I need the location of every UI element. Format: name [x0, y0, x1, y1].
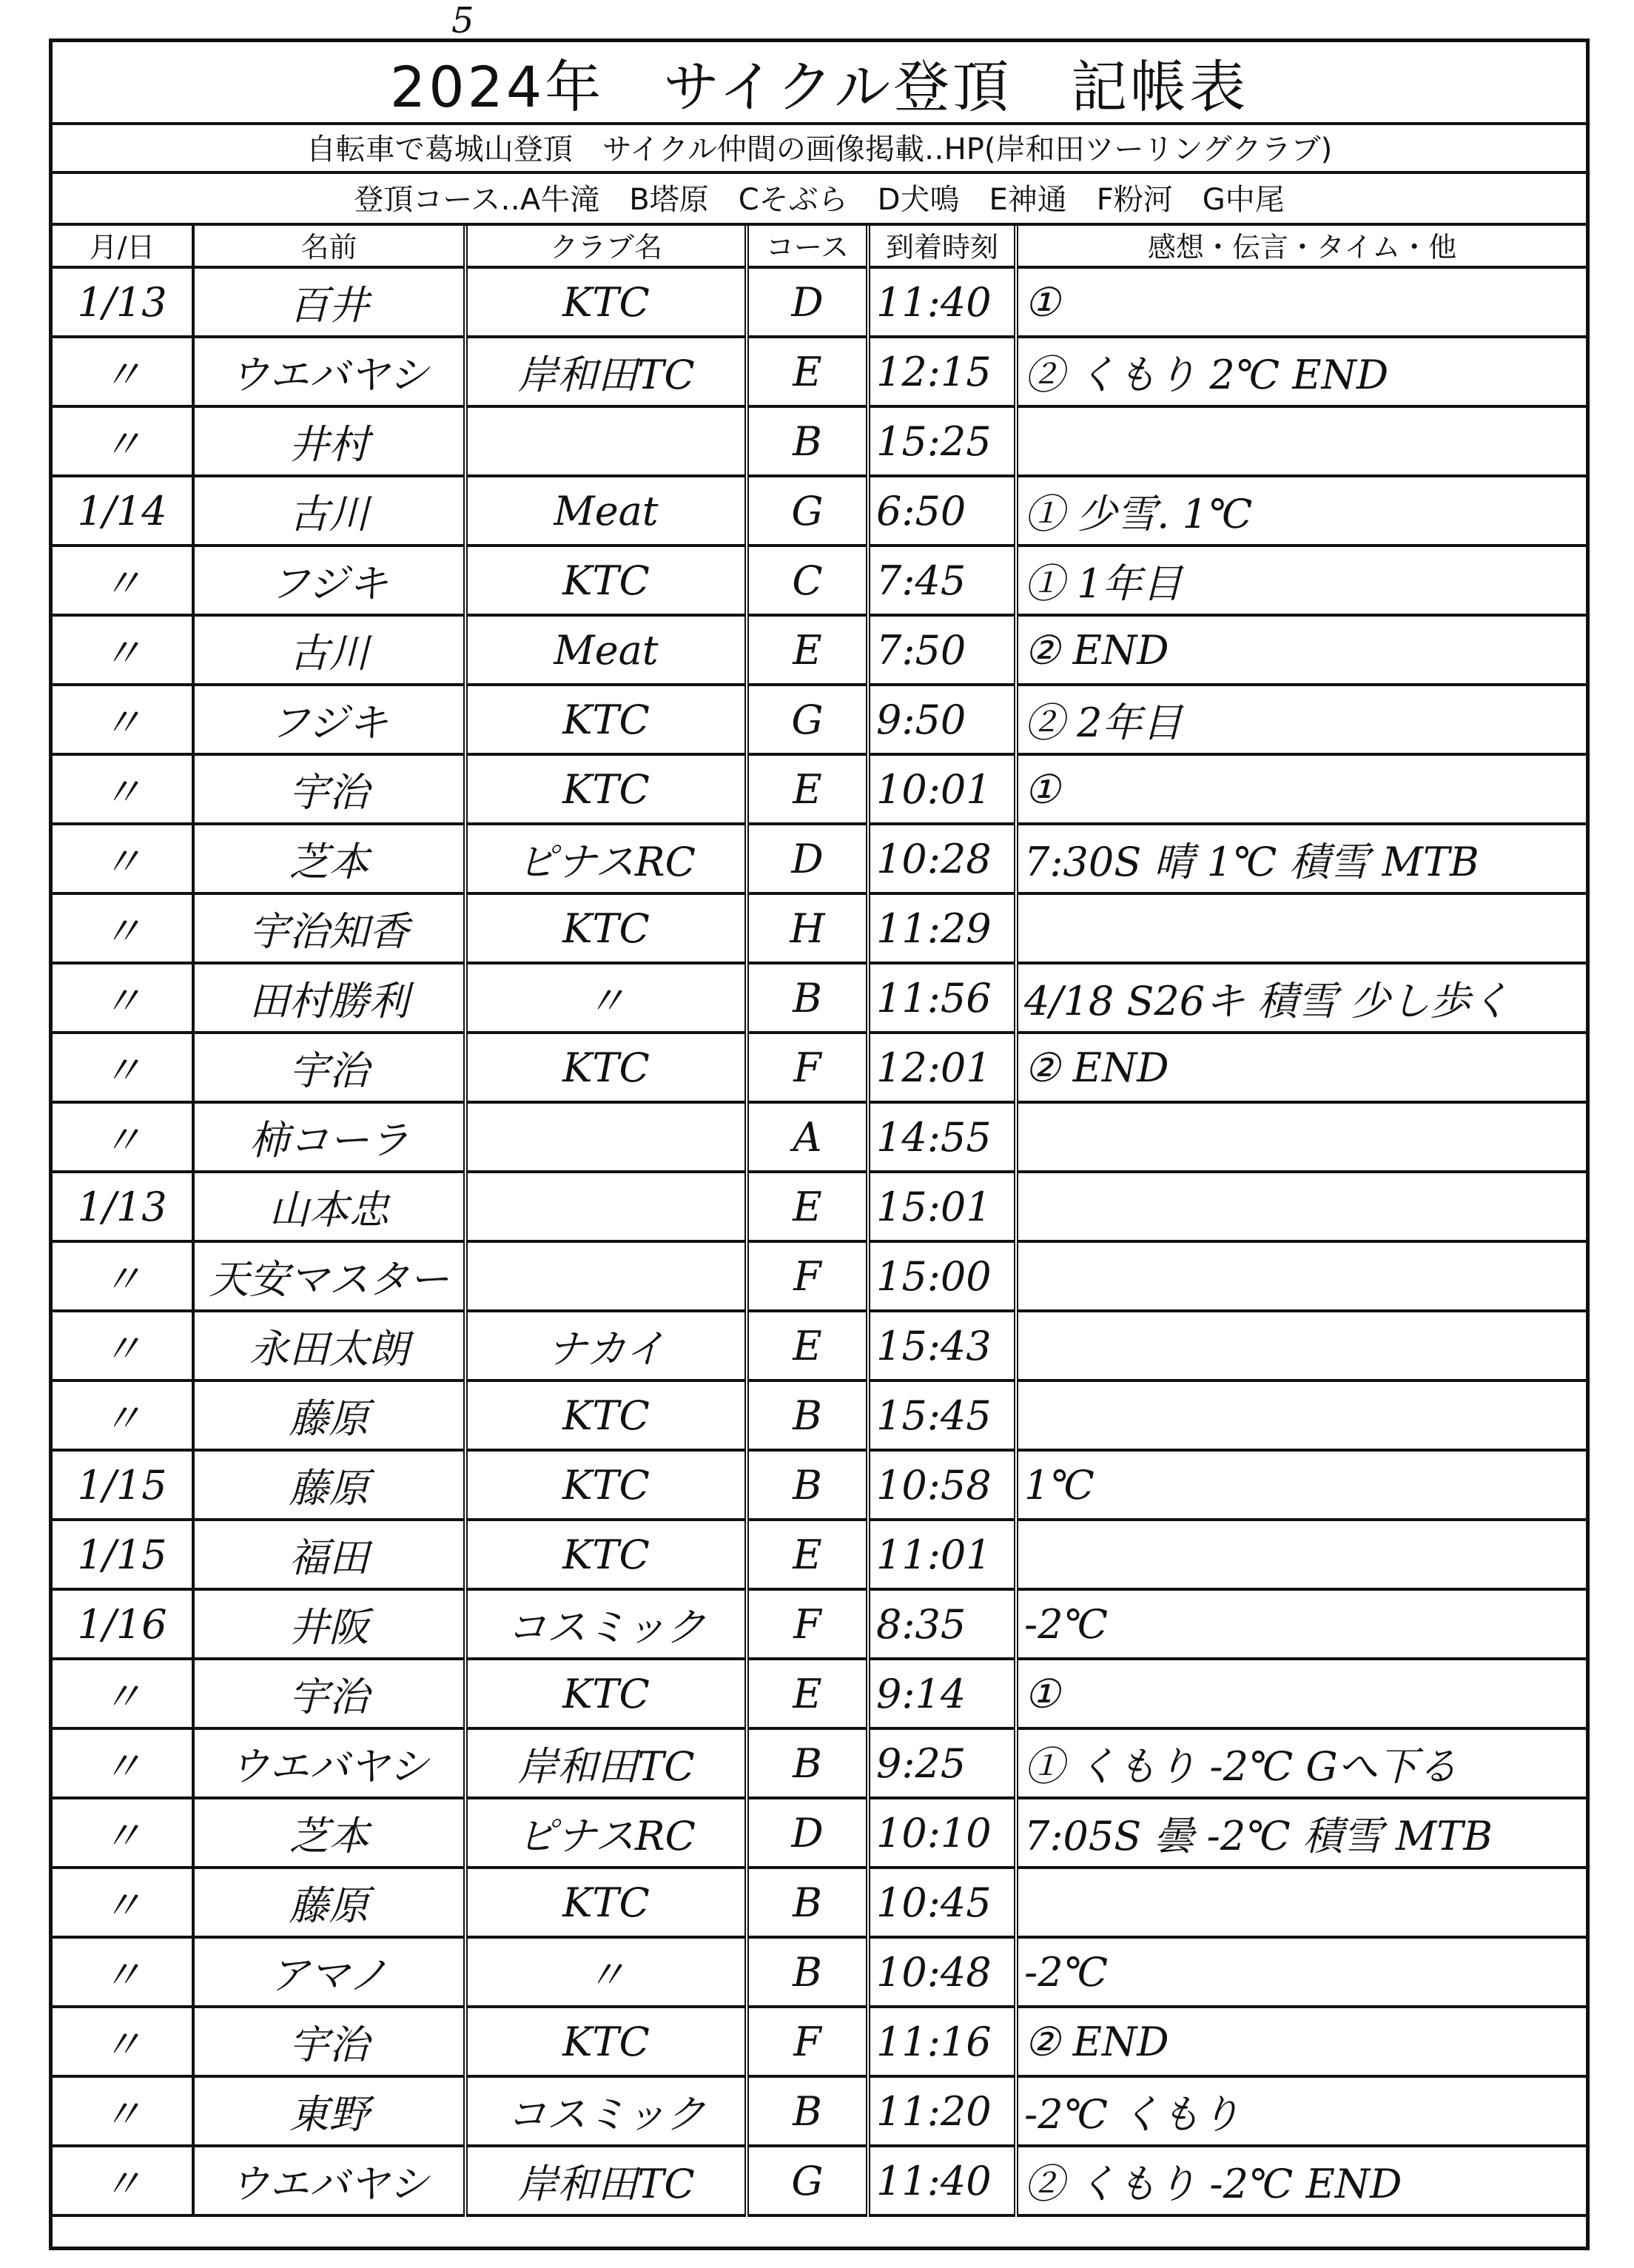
- arrival-time-cell: 15:45: [868, 1380, 1016, 1450]
- course-cell: D: [747, 824, 868, 893]
- table-row: [53, 1172, 1586, 1241]
- table-row: [53, 337, 1586, 406]
- club-cell: KTC: [465, 1380, 747, 1450]
- date-cell: 1/13: [53, 267, 193, 337]
- notes-cell: [1016, 1311, 1586, 1380]
- name-cell: フジキ: [193, 546, 465, 615]
- notes-cell: [1016, 1241, 1586, 1311]
- arrival-time-cell: 9:50: [868, 685, 1016, 754]
- club-cell: KTC: [465, 893, 747, 963]
- course-cell: E: [747, 1520, 868, 1589]
- arrival-time-cell: 11:01: [868, 1520, 1016, 1589]
- notes-cell: [1016, 1172, 1586, 1241]
- club-cell: [465, 1102, 747, 1172]
- notes-cell: 7:05S 曇 -2℃ 積雪 MTB: [1016, 1798, 1586, 1868]
- arrival-time-cell: 8:35: [868, 1589, 1016, 1659]
- table-row: [53, 1102, 1586, 1172]
- club-cell: 岸和田TC: [465, 2146, 747, 2215]
- date-cell: 〃: [53, 824, 193, 893]
- table-row: [53, 1659, 1586, 1728]
- name-cell: 芝本: [193, 1798, 465, 1868]
- club-cell: [465, 1241, 747, 1311]
- name-cell: 山本忠: [193, 1172, 465, 1241]
- course-cell: G: [747, 685, 868, 754]
- notes-cell: [1016, 1868, 1586, 1937]
- course-cell: F: [747, 2007, 868, 2076]
- header-row: [53, 223, 1586, 267]
- table-row: [53, 2076, 1586, 2146]
- column-header-course: コース: [747, 223, 868, 267]
- course-cell: E: [747, 337, 868, 406]
- column-header-club: クラブ名: [465, 223, 747, 267]
- arrival-time-cell: 15:01: [868, 1172, 1016, 1241]
- date-cell: 〃: [53, 893, 193, 963]
- table-row: [53, 546, 1586, 615]
- name-cell: ウエバヤシ: [193, 337, 465, 406]
- corner-mark: 5: [451, 0, 474, 41]
- table-row: [53, 824, 1586, 893]
- name-cell: 芝本: [193, 824, 465, 893]
- notes-cell: ② くもり -2℃ END: [1016, 2146, 1586, 2215]
- logbook-sheet: [49, 38, 1590, 2250]
- course-cell: E: [747, 754, 868, 824]
- name-cell: 福田: [193, 1520, 465, 1589]
- arrival-time-cell: 15:25: [868, 406, 1016, 476]
- arrival-time-cell: 11:29: [868, 893, 1016, 963]
- notes-cell: ①: [1016, 267, 1586, 337]
- arrival-time-cell: 11:20: [868, 2076, 1016, 2146]
- notes-cell: [1016, 893, 1586, 963]
- name-cell: 田村勝利: [193, 963, 465, 1033]
- arrival-time-cell: 10:28: [868, 824, 1016, 893]
- notes-cell: 4/18 S26キ 積雪 少し歩く: [1016, 963, 1586, 1033]
- table-row: [53, 1520, 1586, 1589]
- name-cell: 宇治知香: [193, 893, 465, 963]
- arrival-time-cell: 12:01: [868, 1033, 1016, 1102]
- notes-cell: ② END: [1016, 2007, 1586, 2076]
- club-cell: コスミック: [465, 2076, 747, 2146]
- arrival-time-cell: 15:43: [868, 1311, 1016, 1380]
- club-cell: KTC: [465, 546, 747, 615]
- table-row: [53, 1868, 1586, 1937]
- club-cell: 岸和田TC: [465, 1728, 747, 1798]
- arrival-time-cell: 9:25: [868, 1728, 1016, 1798]
- course-cell: B: [747, 1868, 868, 1937]
- notes-cell: -2℃: [1016, 1589, 1586, 1659]
- name-cell: 百井: [193, 267, 465, 337]
- course-cell: C: [747, 546, 868, 615]
- table-row: [53, 1380, 1586, 1450]
- notes-cell: -2℃ くもり: [1016, 2076, 1586, 2146]
- notes-cell: ① 少雪. 1℃: [1016, 476, 1586, 546]
- course-cell: B: [747, 2076, 868, 2146]
- course-cell: D: [747, 1798, 868, 1868]
- course-cell: A: [747, 1102, 868, 1172]
- club-cell: KTC: [465, 267, 747, 337]
- table-row: [53, 2007, 1586, 2076]
- arrival-time-cell: 15:00: [868, 1241, 1016, 1311]
- arrival-time-cell: 11:40: [868, 267, 1016, 337]
- date-cell: 1/15: [53, 1450, 193, 1520]
- notes-cell: ② END: [1016, 1033, 1586, 1102]
- date-cell: 〃: [53, 546, 193, 615]
- arrival-time-cell: 10:48: [868, 1937, 1016, 2007]
- table-row: [53, 893, 1586, 963]
- course-cell: H: [747, 893, 868, 963]
- notes-cell: [1016, 1520, 1586, 1589]
- table-row: [53, 1241, 1586, 1311]
- notes-cell: ① 1年目: [1016, 546, 1586, 615]
- name-cell: 井村: [193, 406, 465, 476]
- name-cell: 宇治: [193, 1659, 465, 1728]
- club-cell: KTC: [465, 1450, 747, 1520]
- date-cell: 〃: [53, 1868, 193, 1937]
- date-cell: 〃: [53, 1380, 193, 1450]
- arrival-time-cell: 11:56: [868, 963, 1016, 1033]
- club-cell: KTC: [465, 1520, 747, 1589]
- notes-cell: 7:30S 晴 1℃ 積雪 MTB: [1016, 824, 1586, 893]
- course-cell: F: [747, 1589, 868, 1659]
- notes-cell: ①: [1016, 1659, 1586, 1728]
- name-cell: 宇治: [193, 754, 465, 824]
- name-cell: 藤原: [193, 1380, 465, 1450]
- table-row: [53, 685, 1586, 754]
- course-cell: B: [747, 963, 868, 1033]
- table-row: [53, 754, 1586, 824]
- name-cell: 永田太朗: [193, 1311, 465, 1380]
- notes-cell: ② くもり 2℃ END: [1016, 337, 1586, 406]
- name-cell: ウエバヤシ: [193, 1728, 465, 1798]
- notes-cell: ① くもり -2℃ Gへ下る: [1016, 1728, 1586, 1798]
- name-cell: 柿コーラ: [193, 1102, 465, 1172]
- date-cell: 1/13: [53, 1172, 193, 1241]
- notes-cell: [1016, 1380, 1586, 1450]
- date-cell: 〃: [53, 2076, 193, 2146]
- club-cell: ピナスRC: [465, 824, 747, 893]
- club-cell: KTC: [465, 1659, 747, 1728]
- name-cell: 藤原: [193, 1868, 465, 1937]
- date-cell: 〃: [53, 685, 193, 754]
- table-row: [53, 615, 1586, 685]
- date-cell: 〃: [53, 1033, 193, 1102]
- course-cell: G: [747, 2146, 868, 2215]
- date-cell: 〃: [53, 1102, 193, 1172]
- club-cell: KTC: [465, 754, 747, 824]
- arrival-time-cell: 10:01: [868, 754, 1016, 824]
- name-cell: 藤原: [193, 1450, 465, 1520]
- notes-cell: [1016, 406, 1586, 476]
- arrival-time-cell: 7:45: [868, 546, 1016, 615]
- name-cell: 宇治: [193, 1033, 465, 1102]
- arrival-time-cell: 11:40: [868, 2146, 1016, 2215]
- date-cell: 〃: [53, 2146, 193, 2215]
- course-cell: F: [747, 1033, 868, 1102]
- name-cell: 井阪: [193, 1589, 465, 1659]
- date-cell: 〃: [53, 337, 193, 406]
- date-cell: 〃: [53, 615, 193, 685]
- name-cell: 宇治: [193, 2007, 465, 2076]
- club-cell: コスミック: [465, 1589, 747, 1659]
- date-cell: 〃: [53, 754, 193, 824]
- date-cell: 〃: [53, 1659, 193, 1728]
- date-cell: 〃: [53, 1798, 193, 1868]
- name-cell: 天安マスター: [193, 1241, 465, 1311]
- date-cell: 〃: [53, 1937, 193, 2007]
- club-cell: Meat: [465, 476, 747, 546]
- date-cell: 〃: [53, 1311, 193, 1380]
- name-cell: 古川: [193, 476, 465, 546]
- table-row: [53, 1450, 1586, 1520]
- arrival-time-cell: 9:14: [868, 1659, 1016, 1728]
- course-cell: F: [747, 1241, 868, 1311]
- date-cell: 1/15: [53, 1520, 193, 1589]
- table-row: [53, 1033, 1586, 1102]
- club-cell: 〃: [465, 1937, 747, 2007]
- arrival-time-cell: 10:10: [868, 1798, 1016, 1868]
- table-row: [53, 1798, 1586, 1868]
- club-cell: [465, 406, 747, 476]
- course-cell: B: [747, 1728, 868, 1798]
- arrival-time-cell: 11:16: [868, 2007, 1016, 2076]
- course-cell: G: [747, 476, 868, 546]
- table-row: [53, 406, 1586, 476]
- table-row: [53, 267, 1586, 337]
- course-cell: B: [747, 1937, 868, 2007]
- name-cell: アマノ: [193, 1937, 465, 2007]
- notes-cell: [1016, 1102, 1586, 1172]
- column-header-date: 月/日: [53, 223, 193, 267]
- notes-cell: 1℃: [1016, 1450, 1586, 1520]
- arrival-time-cell: 7:50: [868, 615, 1016, 685]
- club-cell: KTC: [465, 1033, 747, 1102]
- date-cell: 1/16: [53, 1589, 193, 1659]
- club-cell: KTC: [465, 685, 747, 754]
- notes-cell: ①: [1016, 754, 1586, 824]
- date-cell: 1/14: [53, 476, 193, 546]
- course-legend: 登頂コース‥A牛滝 B塔原 Cそぶら D犬鳴 E神通 F粉河 G中尾: [53, 171, 1586, 226]
- log-table: [53, 223, 1586, 2217]
- course-cell: E: [747, 615, 868, 685]
- notes-cell: ② 2年目: [1016, 685, 1586, 754]
- date-cell: 〃: [53, 963, 193, 1033]
- name-cell: ウエバヤシ: [193, 2146, 465, 2215]
- course-cell: B: [747, 406, 868, 476]
- club-cell: 〃: [465, 963, 747, 1033]
- table-row: [53, 963, 1586, 1033]
- name-cell: 東野: [193, 2076, 465, 2146]
- arrival-time-cell: 6:50: [868, 476, 1016, 546]
- column-header-arrival: 到着時刻: [868, 223, 1016, 267]
- date-cell: 〃: [53, 2007, 193, 2076]
- arrival-time-cell: 10:45: [868, 1868, 1016, 1937]
- club-cell: KTC: [465, 2007, 747, 2076]
- table-row: [53, 1937, 1586, 2007]
- course-cell: E: [747, 1172, 868, 1241]
- course-cell: E: [747, 1659, 868, 1728]
- date-cell: 〃: [53, 1241, 193, 1311]
- arrival-time-cell: 10:58: [868, 1450, 1016, 1520]
- column-header-name: 名前: [193, 223, 465, 267]
- page-subtitle: 自転車で葛城山登頂 サイクル仲間の画像掲載‥HP(岸和田ツーリングクラブ): [53, 122, 1586, 174]
- table-row: [53, 1589, 1586, 1659]
- table-row: [53, 2146, 1586, 2215]
- table-row: [53, 1311, 1586, 1380]
- club-cell: [465, 1172, 747, 1241]
- name-cell: 古川: [193, 615, 465, 685]
- notes-cell: -2℃: [1016, 1937, 1586, 2007]
- arrival-time-cell: 14:55: [868, 1102, 1016, 1172]
- table-row: [53, 476, 1586, 546]
- name-cell: フジキ: [193, 685, 465, 754]
- date-cell: 〃: [53, 406, 193, 476]
- club-cell: 岸和田TC: [465, 337, 747, 406]
- course-cell: B: [747, 1450, 868, 1520]
- course-cell: D: [747, 267, 868, 337]
- club-cell: ピナスRC: [465, 1798, 747, 1868]
- column-header-notes: 感想・伝言・タイム・他: [1016, 223, 1586, 267]
- club-cell: Meat: [465, 615, 747, 685]
- notes-cell: ② END: [1016, 615, 1586, 685]
- club-cell: ナカイ: [465, 1311, 747, 1380]
- club-cell: KTC: [465, 1868, 747, 1937]
- course-cell: B: [747, 1380, 868, 1450]
- table-row: [53, 1728, 1586, 1798]
- date-cell: 〃: [53, 1728, 193, 1798]
- course-cell: E: [747, 1311, 868, 1380]
- arrival-time-cell: 12:15: [868, 337, 1016, 406]
- page-title: 2024年 サイクル登頂 記帳表: [53, 42, 1586, 125]
